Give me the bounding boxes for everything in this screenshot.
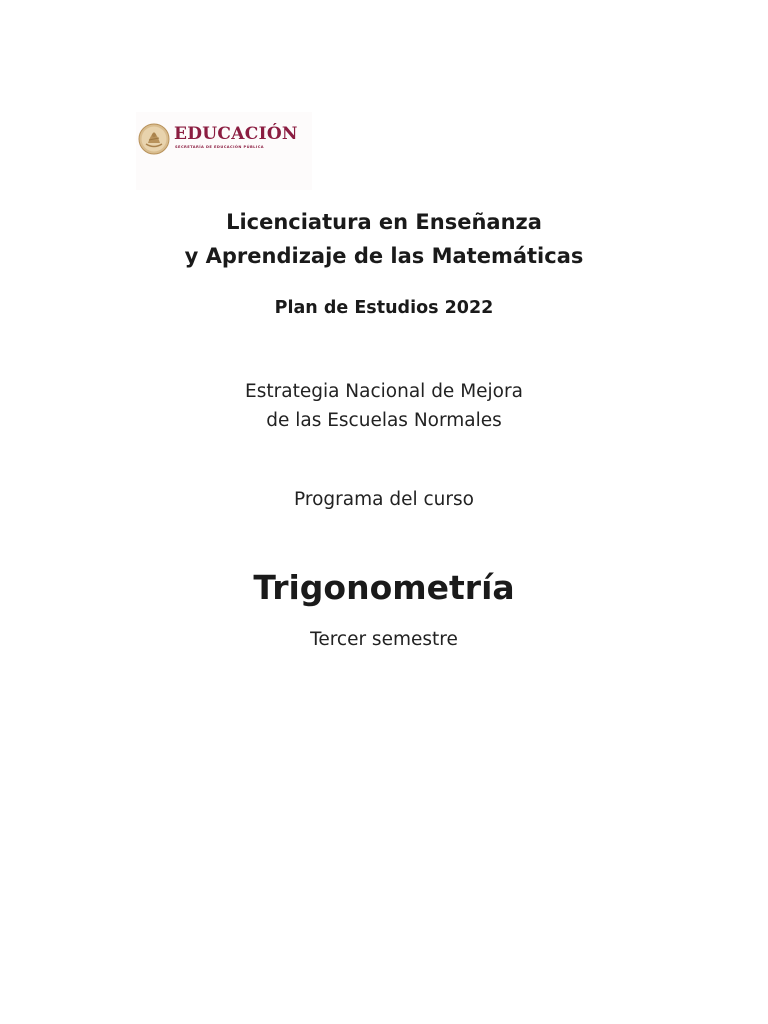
degree-title-line-1: Licenciatura en Enseñanza xyxy=(226,210,542,234)
course-name: Trigonometría xyxy=(253,568,515,607)
logo-wordmark: EDUCACIÓN xyxy=(174,124,298,144)
degree-title xyxy=(0,205,768,273)
program-label: Programa del curso xyxy=(294,489,474,510)
semester: Tercer semestre xyxy=(310,629,458,650)
strategy-line-2: de las Escuelas Normales xyxy=(266,410,502,431)
study-plan: Plan de Estudios 2022 xyxy=(274,298,494,318)
sep-logo xyxy=(136,112,312,190)
strategy-line-1: Estrategia Nacional de Mejora xyxy=(245,381,523,402)
coat-of-arms-seal-icon xyxy=(138,123,170,155)
strategy-name xyxy=(0,377,768,435)
degree-title-line-2: y Aprendizaje de las Matemáticas xyxy=(184,244,584,268)
logo-subtitle: SECRETARÍA DE EDUCACIÓN PÚBLICA xyxy=(175,145,265,149)
